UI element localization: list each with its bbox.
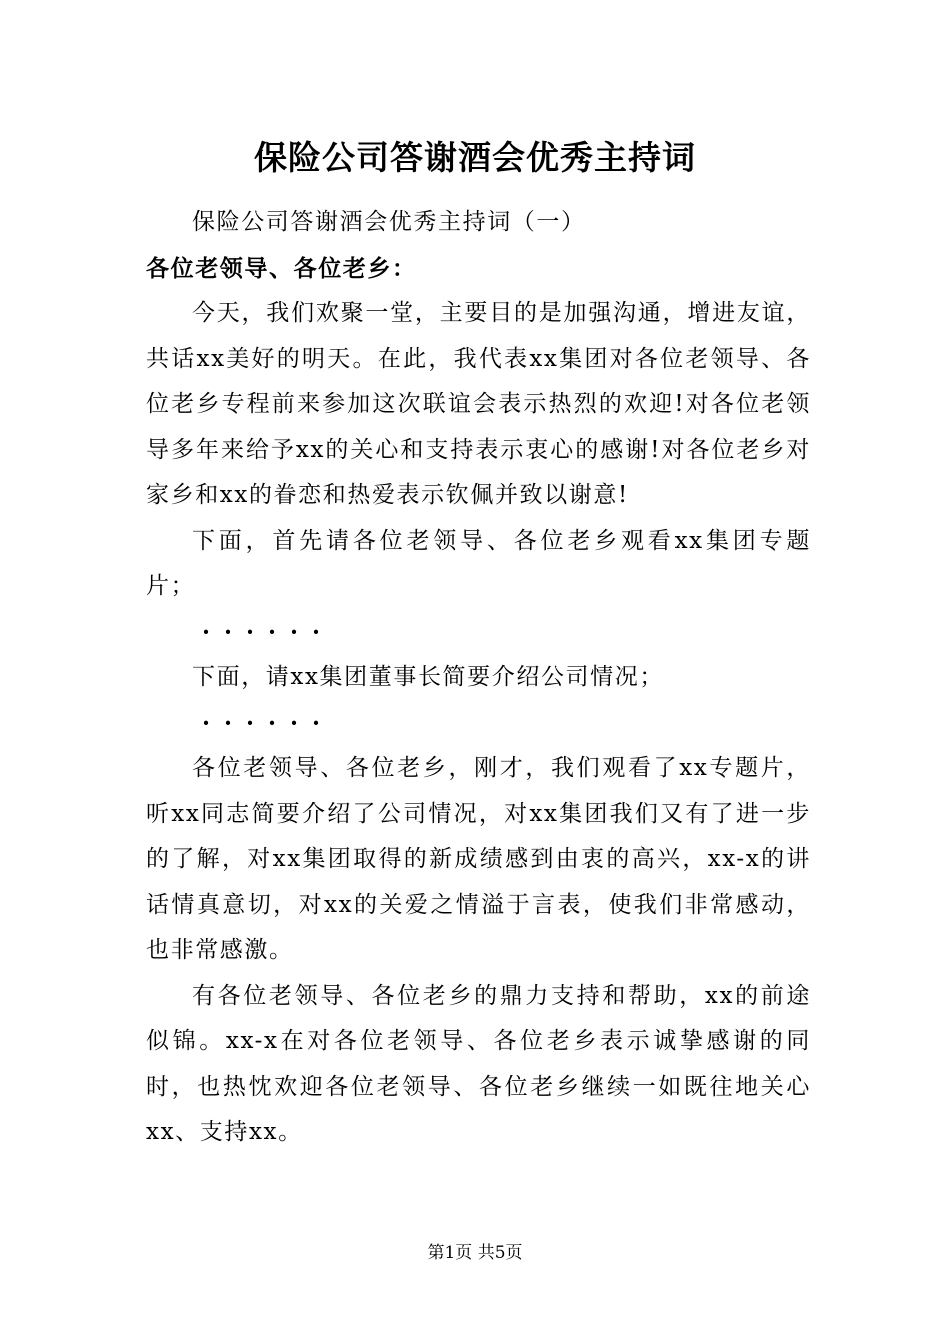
paragraph-reflection: 各位老领导、各位老乡，刚才，我们观看了xx专题片，听xx同志简要介绍了公司情况，对xx集团我们又有了进一步的了解，对xx集团取得的新成绩感到由衷的高兴，xx-x的讲话情真意切，对xx的关爱之情溢于言表，使我们非常感动，也非常感激。 — [146, 755, 811, 963]
page-number-footer: 第1页 共5页 — [427, 1243, 523, 1263]
ellipsis-dots: ······ — [202, 709, 335, 737]
paragraph-video-intro: 下面，首先请各位老领导、各位老乡观看xx集团专题片； — [146, 527, 811, 599]
page-title: 保险公司答谢酒会优秀主持词 — [254, 138, 696, 177]
document-body — [146, 200, 811, 1156]
paragraph-chairman-intro: 下面，请xx集团董事长简要介绍公司情况； — [192, 664, 664, 690]
paragraph-thanks: 有各位老领导、各位老乡的鼎力支持和帮助，xx的前途似锦。xx-x在对各位老领导、各位老乡表示诚挚感谢的同时，也热忱欢迎各位老领导、各位老乡继续一如既往地关心xx、支持xx。 — [146, 982, 811, 1145]
paragraph-welcome: 今天，我们欢聚一堂，主要目的是加强沟通，增进友谊，共话xx美好的明天。在此，我代表xx集团对各位老领导、各位老乡专程前来参加这次联谊会表示热烈的欢迎!对各位老领导多年来给予xx的关心和支持表示衷心的感谢!对各位老乡对家乡和xx的眷恋和热爱表示钦佩并致以谢意! — [146, 300, 811, 508]
subtitle: 保险公司答谢酒会优秀主持词（一） — [192, 209, 586, 235]
salutation: 各位老领导、各位老乡： — [146, 254, 417, 282]
ellipsis-dots: ······ — [202, 618, 335, 646]
